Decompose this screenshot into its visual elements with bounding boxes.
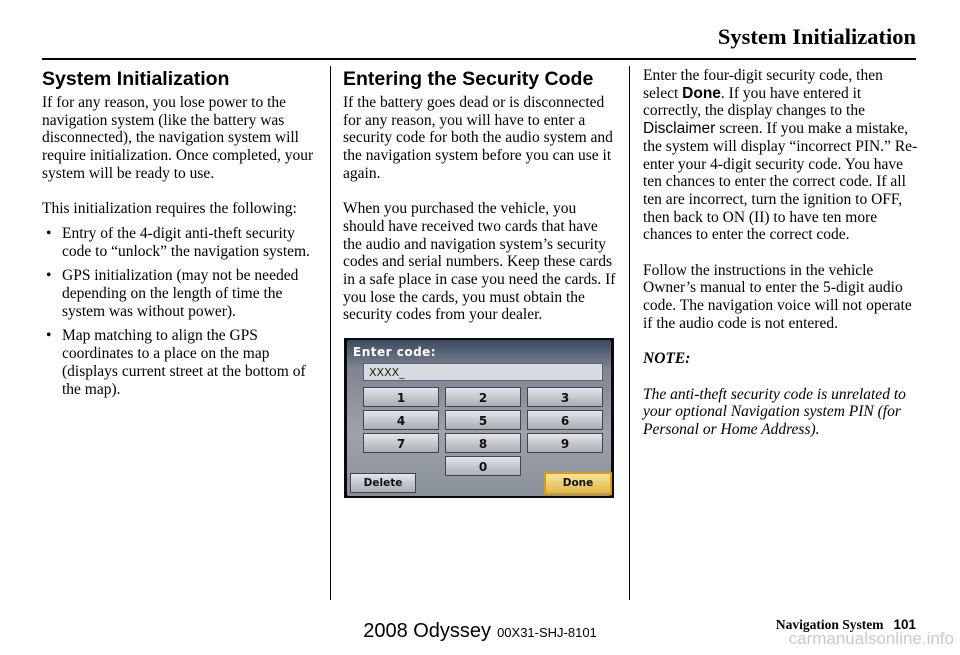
list-item: • Entry of the 4-digit anti-theft security code to “unlock” the navigation system. [42, 225, 322, 260]
paragraph [643, 67, 919, 244]
column-divider [629, 66, 630, 600]
column-divider [330, 66, 331, 600]
text-run: screen. If you make a mistake, the system will display “incorrect PIN.” Re-enter your 4-digit security code. You have ten chances to enter the correct code. If all ten are incorrect, turn the ignition to OFF, then back to ON (II) to have ten more chances to enter the correct code. [643, 120, 918, 244]
paragraph: When you purchased the vehicle, you should have received two cards that have the audio and navigation system’s security codes and serial numbers. Keep these cards in a safe place in case you need the cards. If you lose the cards, you must obtain the security codes from your dealer. [343, 200, 616, 324]
keypad-key-4: 4 [363, 410, 439, 430]
done-key: Done [544, 472, 612, 495]
footer-section-name: Navigation System [775, 617, 884, 632]
note-text: The anti-theft security code is unrelated to your optional Navigation system PIN (for Personal or Home Address). [643, 385, 906, 439]
keypad-key-9: 9 [527, 433, 603, 453]
model-name: 2008 Odyssey [363, 620, 492, 642]
keypad-key-3: 3 [527, 387, 603, 407]
keypad-key-1: 1 [363, 387, 439, 407]
paragraph: If the battery goes dead or is disconnected for any reason, you will have to enter a security code for both the audio system and the navigation system before you can use it again. [343, 94, 613, 182]
disclaimer-term: Disclaimer [643, 120, 716, 138]
watermark: carmanualsonline.info [788, 629, 954, 648]
text-run: Enter the four-digit security code, then select [643, 67, 883, 102]
code-entry-field: XXXX_ [363, 363, 603, 381]
column-entering-security-code [343, 67, 619, 342]
list-item: • GPS initialization (may not be needed depending on the length of time the system was without power). [42, 267, 322, 320]
section-heading-system-initialization: System Initialization [42, 68, 230, 90]
column-system-initialization [42, 67, 322, 405]
note-label: NOTE: [643, 350, 691, 368]
header-rule [42, 58, 916, 60]
text-run: . If you have entered it correctly, the display changes to the [643, 84, 865, 120]
paragraph: If for any reason, you lose power to the navigation system (like the battery was disconnected), the navigation system will require initialization. Once completed, your system will be ready to use. [42, 94, 314, 182]
section-heading-entering-security-code: Entering the Security Code [343, 68, 594, 90]
paragraph: Follow the instructions in the vehicle Owner’s manual to enter the 5-digit audio code. The navigation voice will not operate if the audio code is not entered. [643, 261, 912, 332]
delete-key: Delete [350, 473, 416, 493]
keypad-key-6: 6 [527, 410, 603, 430]
manual-code: 00X31-SHJ-8101 [497, 625, 597, 640]
keypad-key-2: 2 [445, 387, 521, 407]
page-number: 101 [893, 617, 916, 632]
paragraph: This initialization requires the following: [42, 200, 297, 218]
enter-code-screen-image [344, 338, 614, 498]
column-security-code-instructions [643, 67, 919, 456]
screen-panel [347, 340, 611, 496]
keypad-key-5: 5 [445, 410, 521, 430]
enter-code-label: Enter code: [353, 345, 437, 359]
done-term: Done [682, 84, 721, 102]
keypad-key-0: 0 [445, 456, 521, 476]
list-item: • Map matching to align the GPS coordinates to a place on the map (displays current street at the bottom of the map). [42, 327, 322, 398]
page-header-title: System Initialization [717, 24, 916, 49]
keypad-key-8: 8 [445, 433, 521, 453]
keypad-key-7: 7 [363, 433, 439, 453]
requirements-list [42, 225, 322, 398]
